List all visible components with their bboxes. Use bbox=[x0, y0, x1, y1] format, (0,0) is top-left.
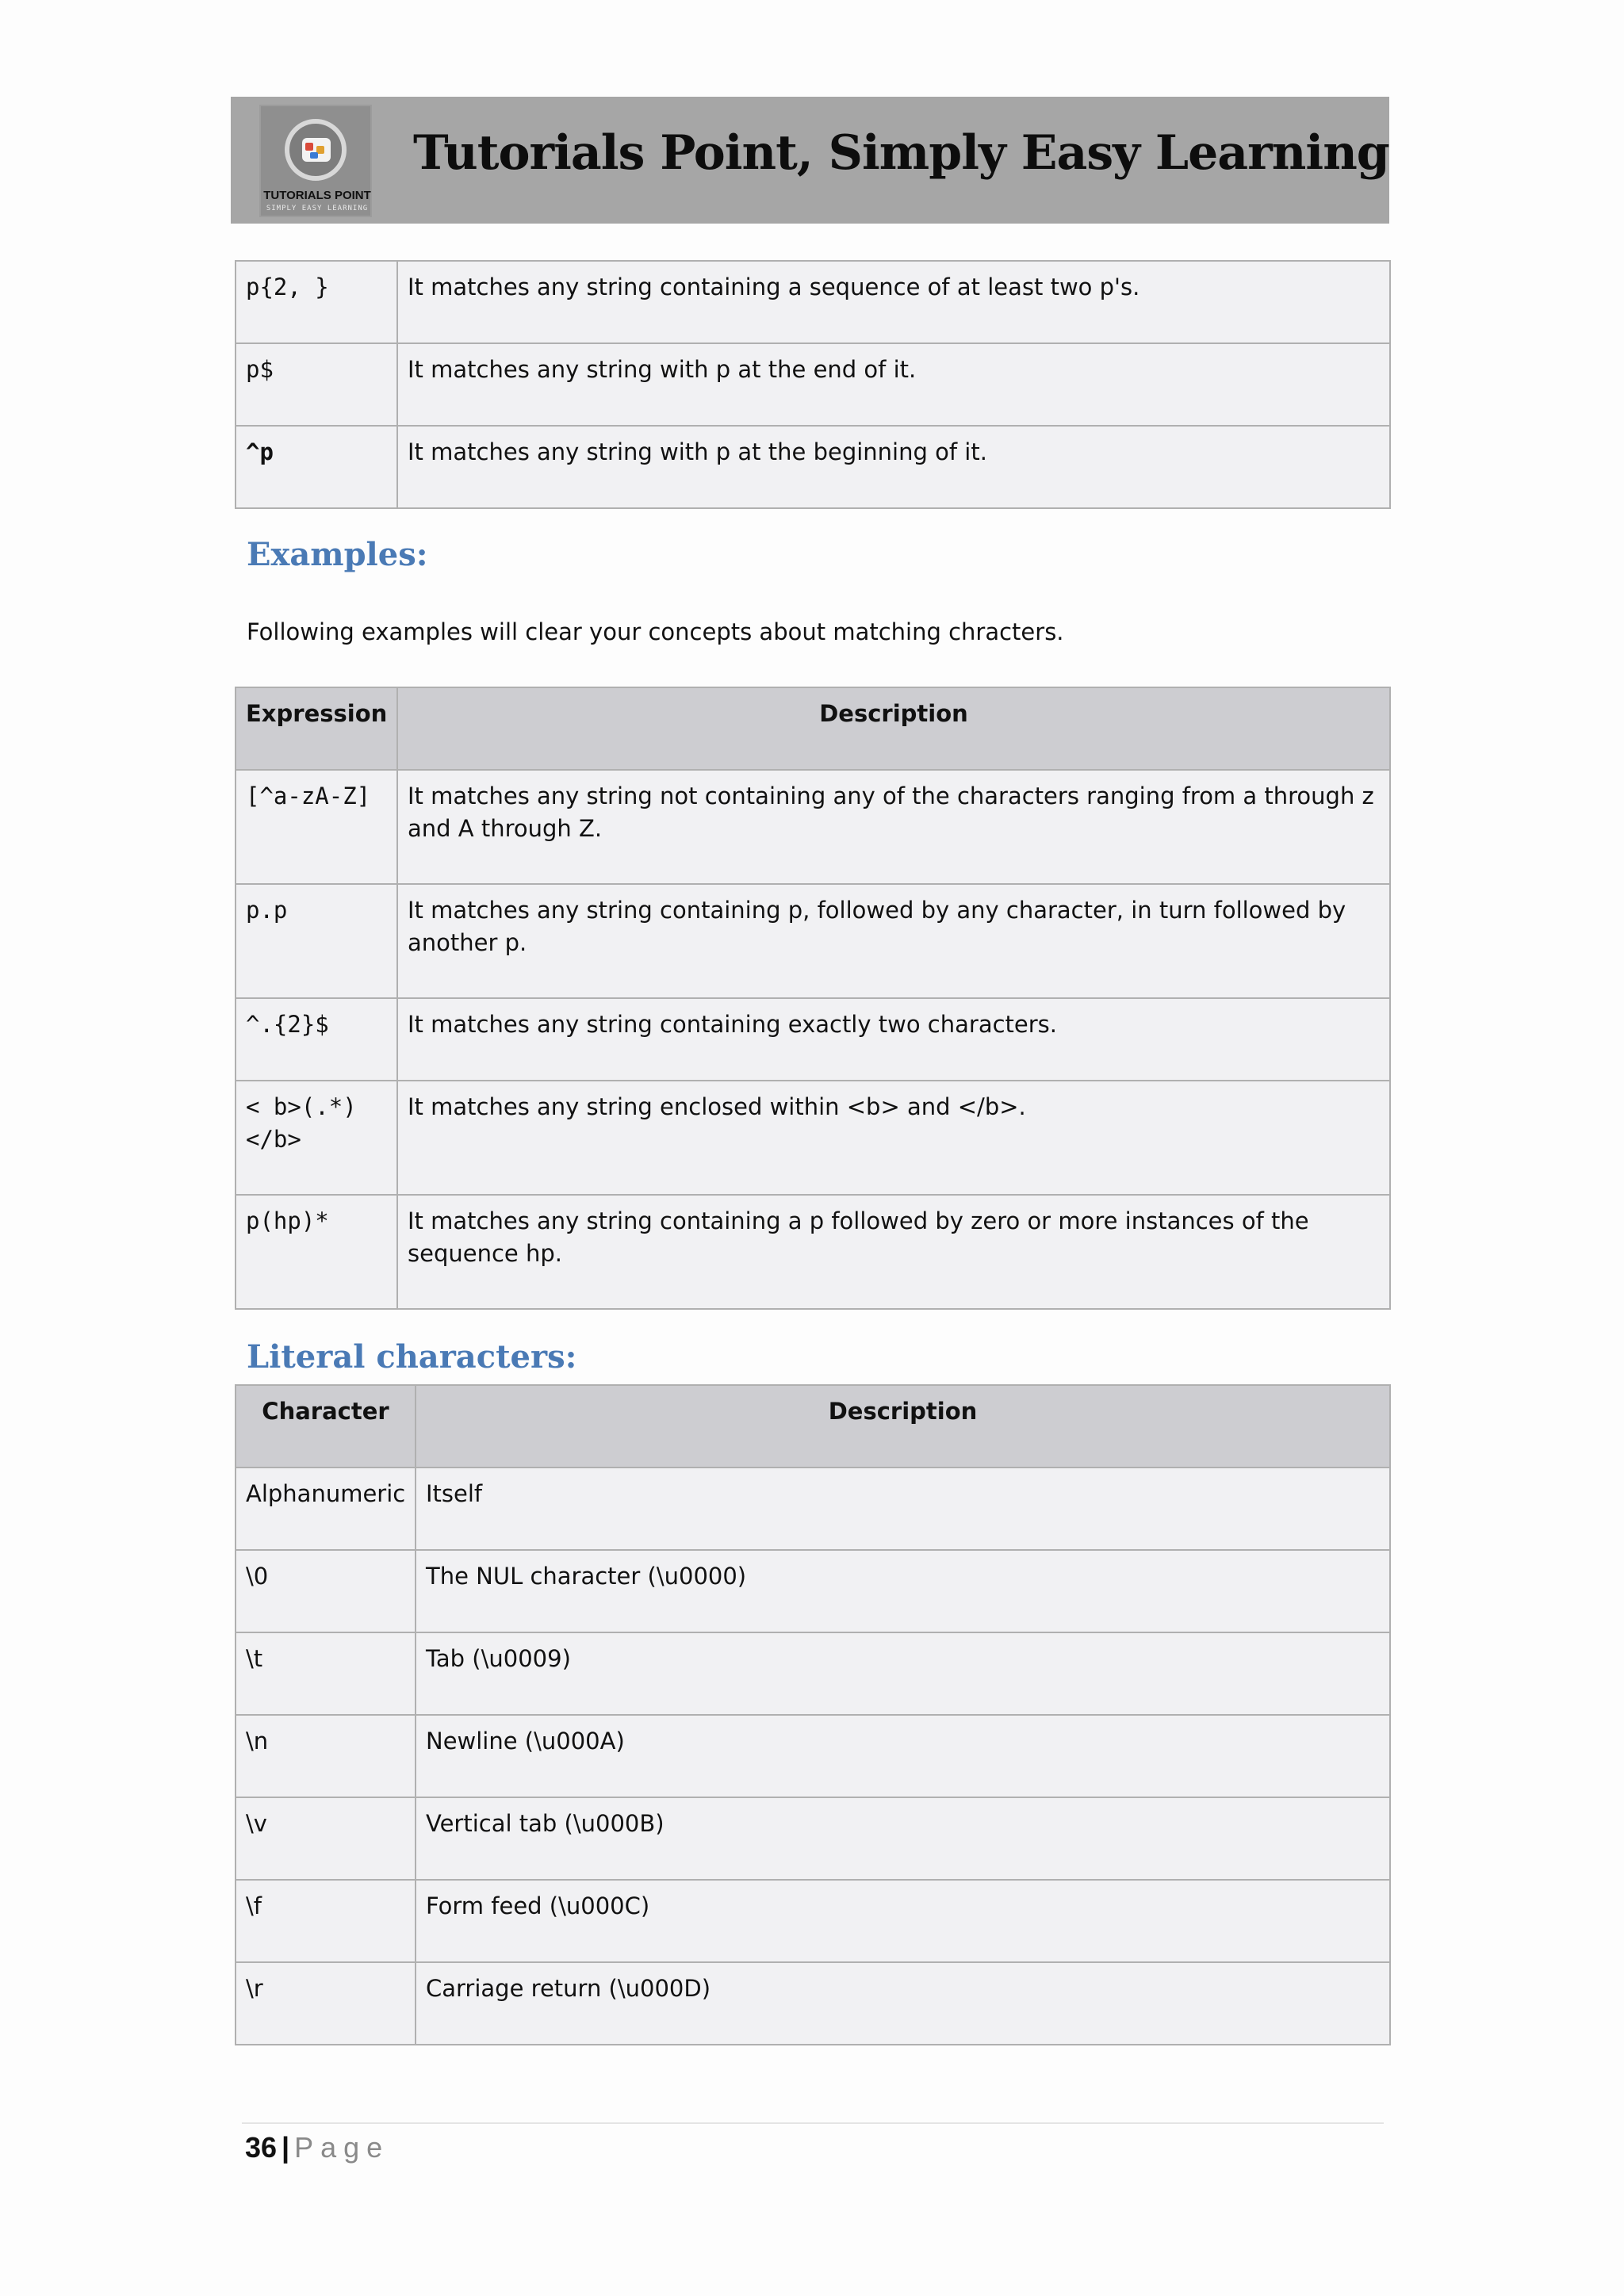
column-header-character: Character bbox=[236, 1385, 416, 1468]
description-cell: Carriage return (\u000D) bbox=[416, 1962, 1390, 2045]
table-row bbox=[236, 1632, 1390, 1715]
character-cell: \v bbox=[236, 1797, 416, 1880]
expression-cell: p.p bbox=[236, 884, 397, 998]
character-cell: \n bbox=[236, 1715, 416, 1797]
table-row bbox=[236, 261, 1390, 343]
description-cell: It matches any string not containing any of the characters ranging from a through z and A through Z. bbox=[397, 770, 1390, 884]
header-title: Tutorials Point, Simply Easy Learning bbox=[413, 125, 1389, 181]
column-header-expression: Expression bbox=[236, 687, 397, 770]
expression-cell: p(hp)* bbox=[236, 1195, 397, 1309]
literal-characters-heading: Literal characters: bbox=[247, 1338, 577, 1376]
page-label: Page bbox=[294, 2131, 390, 2164]
expression-cell: < b>(.*)</b> bbox=[236, 1081, 397, 1195]
pattern-cell: p{2, } bbox=[236, 261, 397, 343]
description-cell: It matches any string containing a p followed by zero or more instances of the sequence hp. bbox=[397, 1195, 1390, 1309]
description-cell: The NUL character (\u0000) bbox=[416, 1550, 1390, 1632]
page-footer bbox=[245, 2131, 389, 2164]
description-cell: Itself bbox=[416, 1468, 1390, 1550]
description-cell: It matches any string with p at the end of it. bbox=[397, 343, 1390, 426]
table-row bbox=[236, 998, 1390, 1081]
description-cell: It matches any string containing exactly two characters. bbox=[397, 998, 1390, 1081]
table-header-row bbox=[236, 1385, 1390, 1468]
footer-separator: | bbox=[282, 2131, 290, 2164]
table-row bbox=[236, 343, 1390, 426]
description-cell: Form feed (\u000C) bbox=[416, 1880, 1390, 1962]
table-row bbox=[236, 1715, 1390, 1797]
description-cell: It matches any string containing p, followed by any character, in turn followed by another p. bbox=[397, 884, 1390, 998]
pattern-cell: p$ bbox=[236, 343, 397, 426]
description-cell: Vertical tab (\u000B) bbox=[416, 1797, 1390, 1880]
table-row bbox=[236, 884, 1390, 998]
table-row bbox=[236, 1962, 1390, 2045]
literal-characters-table bbox=[235, 1384, 1391, 2045]
page-number: 36 bbox=[245, 2131, 278, 2164]
expression-cell: [^a-zA-Z] bbox=[236, 770, 397, 884]
examples-heading: Examples: bbox=[247, 536, 428, 573]
examples-intro: Following examples will clear your concepts about matching chracters. bbox=[247, 618, 1064, 645]
table-row bbox=[236, 1081, 1390, 1195]
description-cell: It matches any string with p at the beginning of it. bbox=[397, 426, 1390, 508]
table-row bbox=[236, 1880, 1390, 1962]
table-header-row bbox=[236, 687, 1390, 770]
expression-cell: ^.{2}$ bbox=[236, 998, 397, 1081]
footer-divider bbox=[242, 2122, 1384, 2124]
character-cell: Alphanumeric bbox=[236, 1468, 416, 1550]
logo-subtext: SIMPLY EASY LEARNING bbox=[266, 205, 369, 212]
quantifier-table bbox=[235, 260, 1391, 509]
description-cell: It matches any string enclosed within <b> and </b>. bbox=[397, 1081, 1390, 1195]
page-header bbox=[231, 97, 1389, 224]
table-row bbox=[236, 1550, 1390, 1632]
table-row bbox=[236, 1797, 1390, 1880]
character-cell: \t bbox=[236, 1632, 416, 1715]
character-cell: \f bbox=[236, 1880, 416, 1962]
column-header-description: Description bbox=[397, 687, 1390, 770]
character-cell: \r bbox=[236, 1962, 416, 2045]
character-cell: \0 bbox=[236, 1550, 416, 1632]
table-row bbox=[236, 1195, 1390, 1309]
table-row bbox=[236, 426, 1390, 508]
description-cell: Tab (\u0009) bbox=[416, 1632, 1390, 1715]
column-header-description: Description bbox=[416, 1385, 1390, 1468]
table-row bbox=[236, 1468, 1390, 1550]
logo-text: TUTORIALS POINT bbox=[263, 189, 371, 202]
examples-table bbox=[235, 687, 1391, 1310]
description-cell: It matches any string containing a sequence of at least two p's. bbox=[397, 261, 1390, 343]
pattern-cell: ^p bbox=[236, 426, 397, 508]
table-row bbox=[236, 770, 1390, 884]
description-cell: Newline (\u000A) bbox=[416, 1715, 1390, 1797]
tutorials-point-logo bbox=[259, 105, 372, 217]
